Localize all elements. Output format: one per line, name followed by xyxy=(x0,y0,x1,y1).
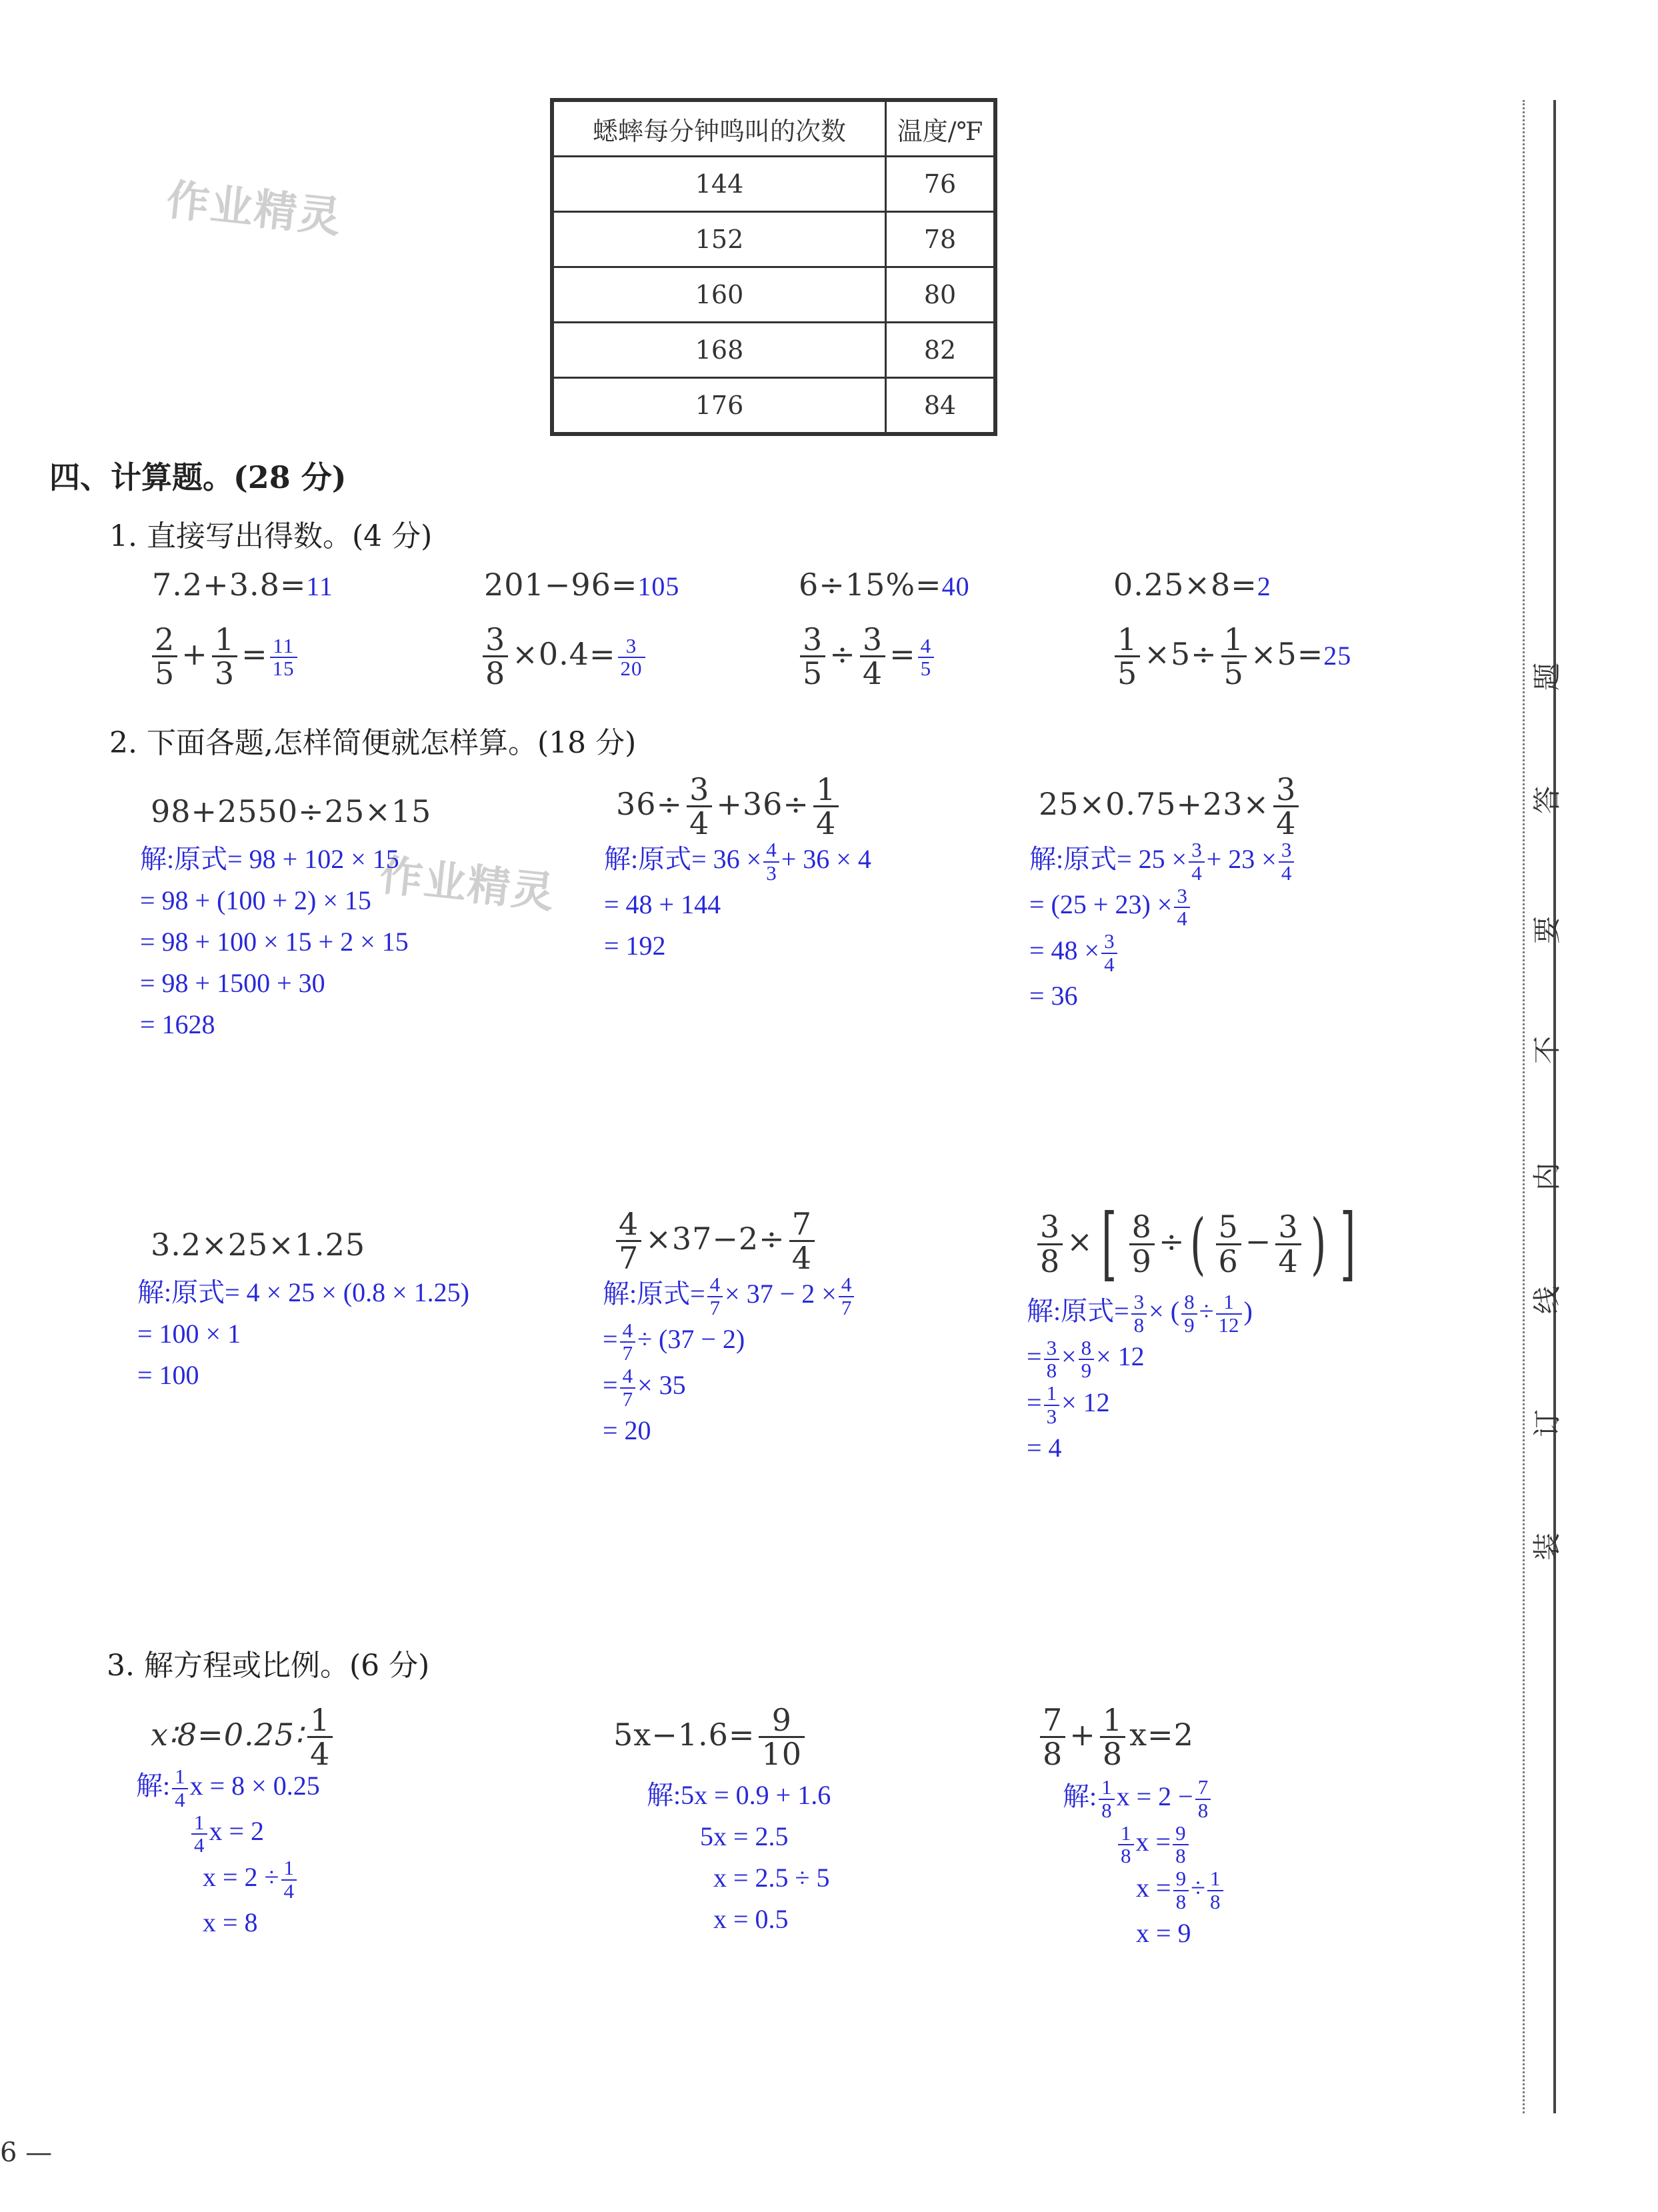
q1-frac-item: $\frac{1}{5}$ ×5÷ $\frac{1}{5}$ ×5=25 xyxy=(1111,623,1351,690)
page-number: 6 — xyxy=(0,2137,53,2168)
binding-char: 答 xyxy=(1531,786,1563,815)
q1-title: 1. 直接写出得数。(4 分) xyxy=(109,519,433,553)
q1-frac-item: $\frac{3}{8}$ ×0.4= $\frac{3}{20}$ xyxy=(479,623,647,690)
q2-problem-5: $\frac{4}{7}$ ×37−2÷ $\frac{7}{4}$ xyxy=(612,1208,819,1275)
q3-equation-1: x∶8=0.25∶ $\frac{1}{4}$ xyxy=(151,1704,337,1771)
table-row xyxy=(553,323,995,378)
q1-item: 6÷15%=40 xyxy=(799,567,970,603)
table-header: 温度/℉ xyxy=(886,101,995,157)
watermark: 作业精灵 xyxy=(164,175,345,243)
table-header-row xyxy=(553,101,995,157)
q1-item: 0.25×8=2 xyxy=(1113,567,1271,603)
binding-char: 装 xyxy=(1531,1533,1563,1561)
q2-solution-2: 解:原式= 36 × $\frac{4}{3}$ + 36 × 4 = 48 + 144 = 192 xyxy=(604,838,871,961)
q1-frac-item: $\frac{3}{5}$ ÷ $\frac{3}{4}$ = $\frac{4}{5}$ xyxy=(796,623,936,690)
bracket-close: ] xyxy=(1339,1197,1356,1290)
table-cell: 84 xyxy=(886,378,995,433)
binding-char: 不 xyxy=(1531,1036,1563,1065)
q2-solution-1: 解:原式= 98 + 102 × 15 = 98 + (100 + 2) × 15 = 98 + 100 × 15 + 2 × 15 = 98 + 1500 + 30 = 1628 xyxy=(140,844,409,1039)
table-cell: 80 xyxy=(886,267,995,323)
table-row xyxy=(553,212,995,267)
table-row xyxy=(553,267,995,323)
binding-char: 题 xyxy=(1531,663,1563,691)
q2-solution-4: 解:原式= 4 × 25 × (0.8 × 1.25) = 100 × 1 = 100 xyxy=(137,1277,469,1390)
q3-equation-3: $\frac{7}{8}$ + $\frac{1}{8}$ x=2 xyxy=(1036,1704,1194,1771)
binding-char: 线 xyxy=(1531,1286,1563,1315)
watermark: 作业精灵 xyxy=(377,850,558,919)
binding-char: 订 xyxy=(1531,1409,1563,1438)
binding-char: 内 xyxy=(1531,1163,1563,1191)
q1-item: 7.2+3.8=11 xyxy=(152,567,333,603)
q2-problem-1: 98+2550÷25×15 xyxy=(151,793,432,829)
table-cell: 168 xyxy=(553,323,886,378)
answer: 40 xyxy=(941,571,970,601)
q3-solution-2: 解:5x = 0.9 + 1.6 5x = 2.5 x = 2.5 ÷ 5 x = 0.5 xyxy=(647,1780,831,1934)
bracket-open: [ xyxy=(1101,1197,1117,1290)
q2-problem-6: $\frac{3}{8}$ ×[ $\frac{8}{9}$ ÷( $\frac{5}{6}$ − $\frac{3}{4}$ ) ] xyxy=(1033,1204,1363,1284)
answer: 25 xyxy=(1323,640,1352,671)
table-row xyxy=(553,157,995,212)
q3-solution-1: 解: $\frac{1}{4}$ x = 8 × 0.25 $\frac{1}{4}$ x = 2 x = 2 ÷ $\frac{1}{4}$ x = 8 xyxy=(136,1765,320,1938)
answer: 105 xyxy=(637,571,680,601)
answer: 2 xyxy=(1257,571,1271,601)
section-title: 四、计算题。(28 分) xyxy=(49,459,347,495)
q3-title: 3. 解方程或比例。(6 分) xyxy=(107,1649,430,1683)
q2-solution-5: 解:原式= $\frac{4}{7}$ × 37 − 2 × $\frac{4}{7}$ = $\frac{4}{7}$ ÷ (37 − 2) = $\frac{4}{7}$ × 35 = 20 xyxy=(603,1273,856,1451)
q1-item: 201−96=105 xyxy=(484,567,680,603)
table-cell: 78 xyxy=(886,212,995,267)
binding-char: 要 xyxy=(1531,916,1563,945)
q2-problem-2: 36÷ $\frac{3}{4}$ +36÷ $\frac{1}{4}$ xyxy=(616,773,843,840)
table-row xyxy=(553,378,995,433)
table-cell: 152 xyxy=(553,212,886,267)
q2-solution-6: 解:原式= $\frac{3}{8}$ × ( $\frac{8}{9}$ ÷ $\frac{1}{12}$ ) = $\frac{3}{8}$ × $\frac{8}{9}$ × 12 = $\frac{1}{3}$ × 12 = 4 xyxy=(1027,1290,1253,1463)
binding-line xyxy=(1553,100,1556,2113)
table-cell: 82 xyxy=(886,323,995,378)
binding-dotted-line xyxy=(1523,100,1525,2113)
paren-close: ) xyxy=(1310,1205,1327,1283)
q2-problem-4: 3.2×25×1.25 xyxy=(151,1227,366,1263)
table-cell: 144 xyxy=(553,157,886,212)
paren-open: ( xyxy=(1190,1205,1207,1283)
answer: 11 xyxy=(306,571,333,601)
table-header: 蟋蟀每分钟鸣叫的次数 xyxy=(553,101,886,157)
table-cell: 160 xyxy=(553,267,886,323)
q1-frac-item: $\frac{2}{5}$ + $\frac{1}{3}$ = $\frac{11}{15}$ xyxy=(148,623,299,690)
q3-equation-2: 5x−1.6= $\frac{9}{10}$ xyxy=(613,1704,809,1771)
q2-title: 2. 下面各题,怎样简便就怎样算。(18 分) xyxy=(109,726,637,760)
q2-solution-3: 解:原式= 25 × $\frac{3}{4}$ + 23 × $\frac{3}{4}$ = (25 + 23) × $\frac{3}{4}$ = 48 × $\frac{3}{4}$ = 36 xyxy=(1029,839,1296,1017)
q3-solution-3: 解: $\frac{1}{8}$ x = 2 − $\frac{7}{8}$ $\frac{1}{8}$ x = $\frac{9}{8}$ x = $\frac{9}{8}$ ÷ $\frac{1}{8}$ x = 9 xyxy=(1063,1776,1225,1954)
table-cell: 176 xyxy=(553,378,886,433)
cricket-table xyxy=(552,100,995,434)
table-cell: 76 xyxy=(886,157,995,212)
q2-problem-3: 25×0.75+23× $\frac{3}{4}$ xyxy=(1039,773,1303,840)
